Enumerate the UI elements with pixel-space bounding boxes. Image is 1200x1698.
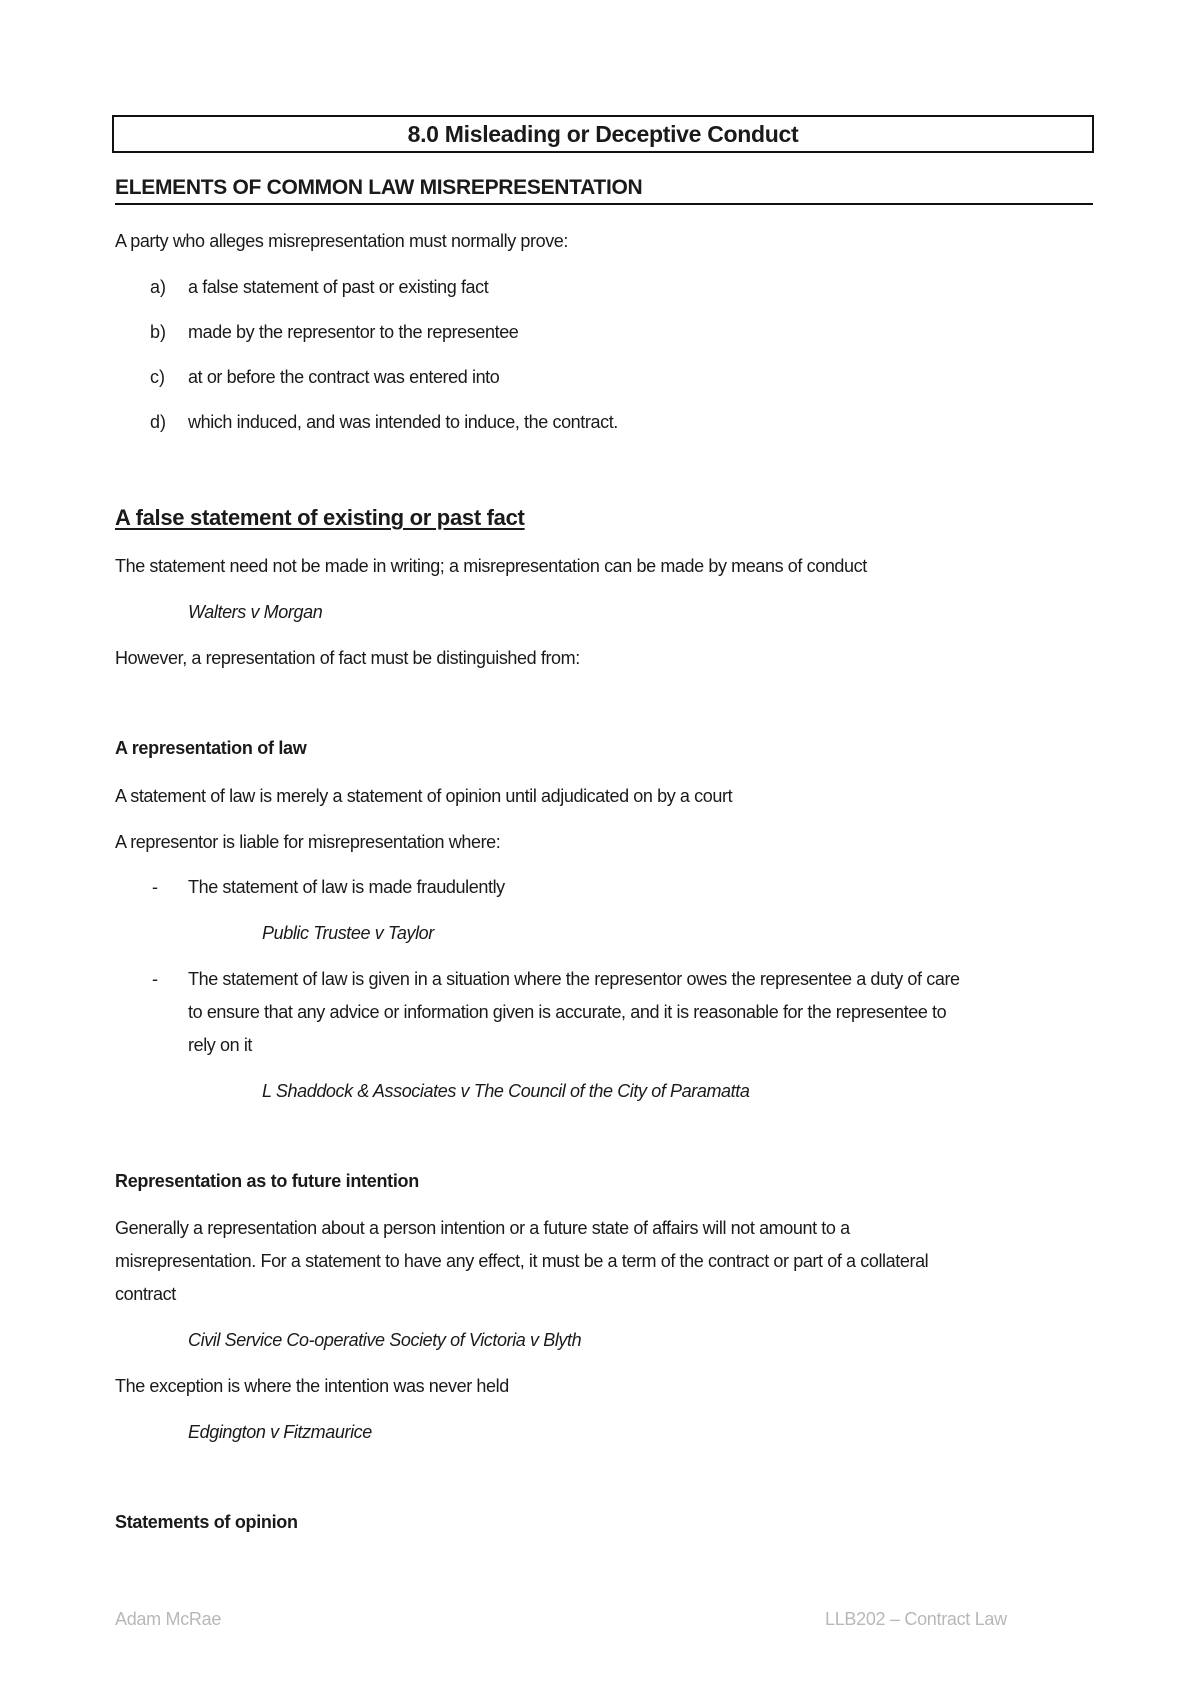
- footer-course: LLB202 – Contract Law: [825, 1609, 1007, 1629]
- law-paragraph: A statement of law is merely a statement of opinion until adjudicated on by a court: [115, 786, 733, 806]
- section-heading: ELEMENTS OF COMMON LAW MISREPRESENTATION: [115, 176, 1093, 205]
- bullet-dash: -: [152, 877, 158, 897]
- element-label: c): [150, 367, 165, 387]
- element-text: a false statement of past or existing fact: [188, 277, 489, 297]
- future-intention-paragraph: Generally a representation about a person intention or a future state of affairs will not amount to a: [115, 1218, 850, 1238]
- case-citation: Walters v Morgan: [188, 602, 323, 622]
- element-label: d): [150, 412, 167, 432]
- bullet-text: The statement of law is made fraudulently: [188, 877, 505, 897]
- distinguish-paragraph: However, a representation of fact must be distinguished from:: [115, 648, 580, 668]
- future-intention-paragraph: misrepresentation. For a statement to have any effect, it must be a term of the contract or part of a collateral: [115, 1251, 929, 1271]
- bullet-text: rely on it: [188, 1035, 253, 1055]
- bullet-text: to ensure that any advice or information given is accurate, and it is reasonable for the representee to: [188, 1002, 947, 1022]
- bullet-text: The statement of law is given in a situation where the representor owes the representee a duty of care: [188, 969, 960, 989]
- element-text: made by the representor to the representee: [188, 322, 519, 342]
- footer-author: Adam McRae: [115, 1609, 222, 1629]
- intro-text: A party who alleges misrepresentation must normally prove:: [115, 231, 569, 251]
- false-statement-paragraph: The statement need not be made in writing; a misrepresentation can be made by means of conduct: [115, 556, 867, 576]
- future-intention-heading: Representation as to future intention: [115, 1171, 419, 1191]
- false-statement-heading: A false statement of existing or past fact: [115, 505, 525, 530]
- case-citation: Civil Service Co-operative Society of Victoria v Blyth: [188, 1330, 582, 1350]
- document-title: 8.0 Misleading or Deceptive Conduct: [112, 115, 1094, 153]
- case-citation: L Shaddock & Associates v The Council of the City of Paramatta: [262, 1081, 750, 1101]
- law-paragraph: A representor is liable for misrepresentation where:: [115, 832, 501, 852]
- case-citation: Edgington v Fitzmaurice: [188, 1422, 372, 1442]
- case-citation: Public Trustee v Taylor: [262, 923, 434, 943]
- element-text: at or before the contract was entered into: [188, 367, 500, 387]
- future-intention-paragraph: contract: [115, 1284, 176, 1304]
- element-label: b): [150, 322, 167, 342]
- representation-of-law-heading: A representation of law: [115, 738, 307, 758]
- element-label: a): [150, 277, 167, 297]
- statements-of-opinion-heading: Statements of opinion: [115, 1512, 298, 1532]
- exception-paragraph: The exception is where the intention was never held: [115, 1376, 509, 1396]
- element-text: which induced, and was intended to induce, the contract.: [188, 412, 618, 432]
- bullet-dash: -: [152, 969, 158, 989]
